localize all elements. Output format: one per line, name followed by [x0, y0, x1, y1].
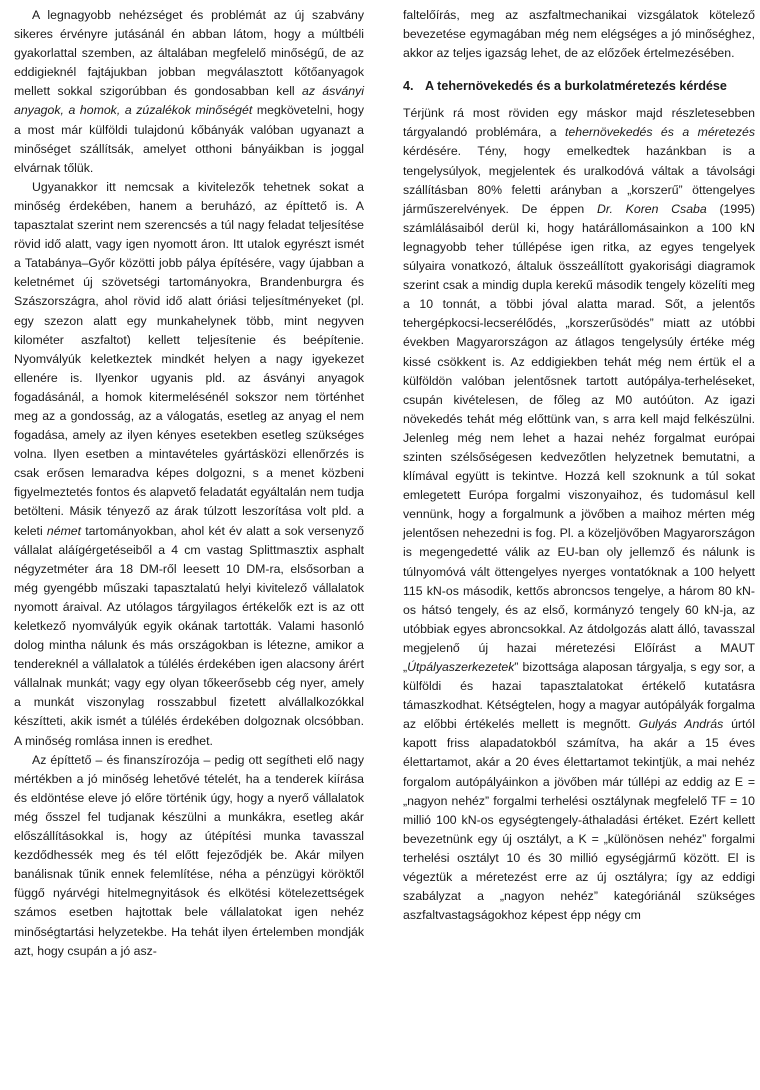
left-column [14, 6, 364, 961]
paragraph: Térjünk rá most röviden egy máskor majd részletesebben tárgyalandó problémára, a tehernövekedés és a méretezés kérdésére. Tény, hogy emelkedtek hazánkban is a tengelysúlyok, megjelentek és uralkodóvá váltak a távolsági szállításban 80% feletti arányban a „korszerű” öttengelyes járműszerelvények. De éppen Dr. Koren Csaba (1995) számlálásaiból derül ki, hogy határállomásainkon a 100 kN legnagyobb teher túllépése igen ritka, az egyes tengelyek súlyaira vonatkozó, általuk összeállított gyakorisági diagramok szerint csak a mindig dupla kerekű második tengely közelíti meg a 10 tonnát, a többi jóval alatta marad. Sőt, a jelentős tehergépkocsi-lecserélődés, „korszerűsödés” miatt az utóbbi években Magyarországon az átlagos tengelysúly értéke még kissé csökkent is. Az eddigiekben tehát még nem értük el a külföldön valóban jelentősnek tartott autópálya-terheléseket, csupán kivételesen, de főleg az M0 autóúton. Az igazi növekedés tehát még előttünk van, s arra kell majd felkészülni. Jelenleg még nem lehet a hazai nehéz forgalmat európai szinten szélsőségesen kedvezőtlen helyzetnek bemutatni, a klímával együtt is tekintve. Hozzá kell szoknunk a túl sokat emlegetett Európa forgalmi viszonyaihoz, és tudomásul kell vennünk, hogy a forgalmunk a jövőben a maihoz mérten még jelentősen nehezedni is fog. Pl. a közeljövőben Magyarországon is megengedetté válik az EU-ban oly jellemző és nálunk is túlnyomóvá vált öttengelyes nyerges vontatóknak a 100 helyett 115 kN-os második, kettős abroncsos tengelye, a három 80 kN-os hátsó tengely, és az első, kormányzó tengely 60 kN-ja, az utóbbiak egyes abroncsokkal. Az átdolgozás alatt álló, tavasszal megjelenő új hazai méretezési Előírást a MAUT „Útpályaszerkezetek” bizottsága alaposan tárgyalja, s egy sor, a külföldi és hazai tapasztalatokat értékelő kutatásra támaszkodhat. Kétségtelen, hogy a magyar autópályák forgalma az előbbi értékelés mellett is megnőtt. Gulyás András úrtól kapott friss alapadatokból számítva, ha akár a 15 éves élettartamot, akár a 20 éves élettartamot tekintjük, a mai nehéz forgalom autópályáinkon a jövőben már túllépi az eddig az E = „nagyon nehéz” forgalmi terhelési osztálynak megfelelő TF = 10 millió 100 kN-os egységtengely-áthaladási értéket. Ezért kellett bevezetnünk egy új osztályt, a K = „különösen nehéz” forgalmi terhelési osztályt 10 és 30 millió egységjármű között. El is végeztük a méretezést erre az új osztályra; így az eddigi szabályzat a „nagyon nehéz” kategóriánál szükséges aszfaltvastagságokhoz képest épp négy cm [403, 106, 755, 923]
paragraph: Ugyanakkor itt nemcsak a kivitelezők tehetnek sokat a minőség érdekében, hanem a beruházó, az építtető is. A tapasztalat szerint nem szerencsés a túl nagy feladat teljesítése rövid idő alatt, vagy igen nyomott áron. Itt utalok egyrészt ismét a Tatabánya–Győr közötti jobb pálya építésére, vagy újabban a keletnémet új szövetségi tartományokra, Brandenburgra és Szászországra, ahol rövid idő alatt óriási teljesítményeket (pl. egy szezon alatt egy munkahelynek több, mint negyven kilométer aszfaltot) kellett teljesítenie és beépítenie. Nyomvályúk keletkeztek mindkét helyen a nagy igyekezet ellenére is. Ilyenkor ugyanis pld. az ásványi anyagok fogadásánál, a homok kitermelésénél sokszor nem történhet meg az a gondosság, az a válogatás, esetleg az anyag el nem fogadása, amely az ilyen kényes esetekben esetleg szükséges volna. Ilyen esetben a mintavételes gyártásközi ellenőrzés is csak erősen lemaradva képes dolgozni, s a menet közbeni figyelmeztetés fontos és alapvető feladatát egyáltalán nem tudja betölteni. Másik tényező az árak túlzott leszorítása volt pld. a keleti német tartományokban, ahol két év alatt a sok versenyző vállalat aláígérgetéseiből a 4 cm vastag Splittmasztix asphalt négyzetméter ára 18 DM-ről leesett 10 DM-ra, elsősorban a még gyengébb műszaki tapasztalatú helyi kivitelező vállalatok nyomott áraival. Az utólagos tárgyilagos értékelők ezt is az ott keletkező nyomvályúk egyik okának tartották. Valami hasonló dolog mintha nálunk és más országokban is létezne, amikor a tendereknél a vállalatok a túlélés érdekében igen alacsony árért vállalnak munkát; vagy egy olyan tőkeerősebb cég nyer, amely a munkát viszonylag rosszabbul fizetett alvállalkozókkal készítteti, akik ismét a túlélés érdekében dolgoznak olcsóbban. A minőség romlása innen is eredhet. [14, 179, 364, 748]
section-heading [403, 77, 755, 96]
section-number: 4. [403, 79, 414, 94]
paragraph: faltelőírás, meg az aszfaltmechanikai vizsgálatok kötelező bevezetése egymagában még nem elégséges a jó minőséghez, akkor az teljes igazság lehet, de az előzőek értelmezésében. [403, 8, 755, 61]
right-column [403, 6, 755, 925]
paragraph: A legnagyobb nehézséget és problémát az új szabvány sikeres érvényre jutásánál én abban látom, hogy a múltbéli gyakorlattal szemben, az általában megfelelő minőségű, de az eddigieknél fajtájukban jobban megválasztott kőtőanyagok mellett sokkal szigorúbban és gondosabban kell az ásványi anyagok, a homok, a zúzalékok minőségét megkövetelni, hogy a most már külföldi tulajdonú kőbányák valóban ugyanazt a minőséget szállítsák, amelyet otthoni bányáikban is joggal elvárnak tőlük. [14, 8, 364, 175]
section-title: A tehernövekedés és a burkolatméretezés kérdése [425, 79, 727, 94]
paragraph: Az építtető – és finanszírozója – pedig ott segítheti elő nagy mértékben a jó minőség lehetővé tételét, ha a tenderek kiírása és eldöntése eleve jó előre történik úgy, hogy a nyerő vállalatok még ősszel fel tudjanak készülni a munkákra, esetleg akár előszállításokkal is, hogy az útépítési munka tavasszal kezdődhessék meg és tél előtt fejeződjék be. Akár milyen banálisnak tűnik ennek felemlítése, néha a pénzügyi köröktől függő nyárvégi hitelmegnyitások és elkötési kötelezettségek számos esetben hajtottak bele vállalatokat igen nehéz minőségtartási helyzetekbe. Ha tehát ilyen értelemben mondják azt, hogy csupán a jó asz- [14, 752, 364, 958]
